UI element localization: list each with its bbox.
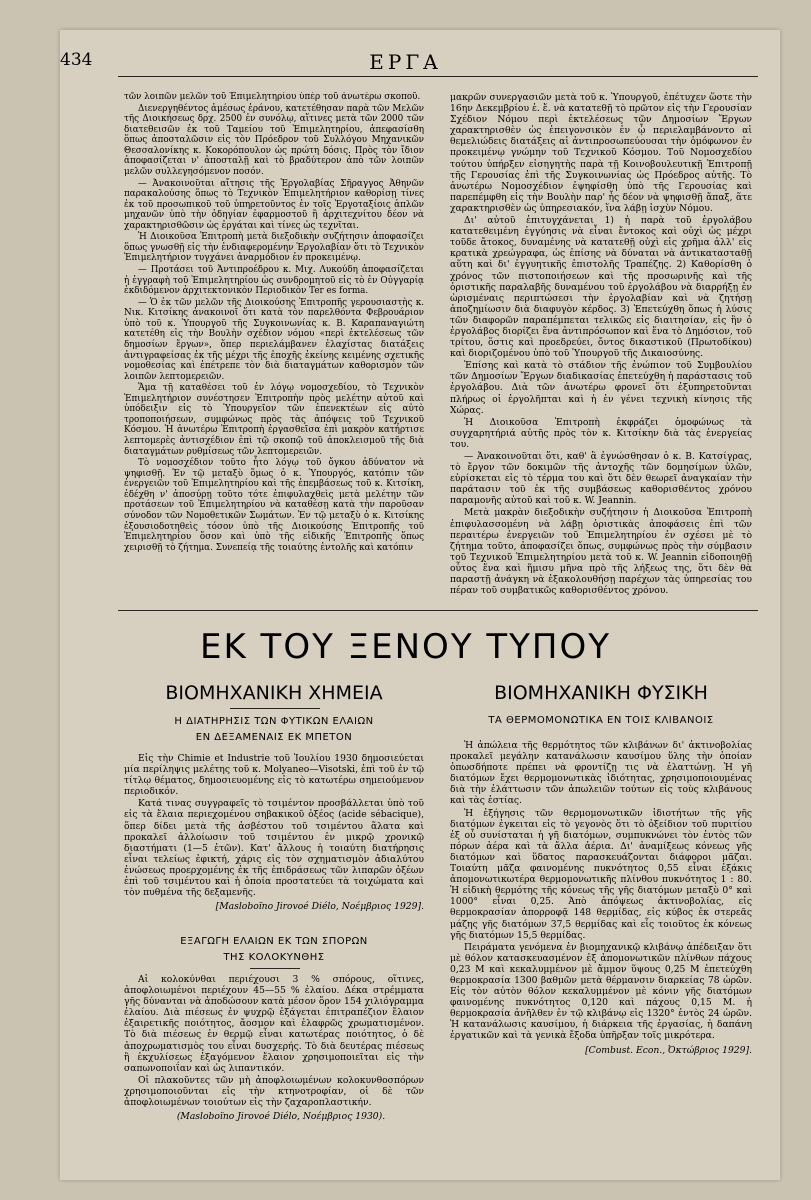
article1-body [124,753,424,928]
running-title: ΕΡΓΑ [369,50,442,74]
paragraph: Ἡ Διοικοῦσα Ἐπιτροπὴ μετὰ διεξοδικὴν συζήτησιν ἀποφασίζει ὅπως γνωσθῇ εἰς τὴν ἐνδιαφερομένην Ἐργολαβίαν ὅτι τὸ Τεχνικὸν Ἐπιμελητήριον τυγχάνει ἀναρμόδιον ἐν προκειμένῳ. [124,232,424,264]
source-citation: (Masloboïno Jirovoé Diélo, Νοέμβριος 1930). [176,1111,386,1123]
article2-heading-line2: ΤΗΣ ΚΟΛΟΚΥΝΘΗΣ [223,952,325,963]
paragraph: τῶν λοιπῶν μελῶν τοῦ Ἐπιμελητηρίου ὑπὲρ τοῦ ἀνωτέρω σκοποῦ. [124,92,421,102]
paragraph: Αἱ κολοκύνθαι περιέχουσι 3 % σπόρους, οἵτινες, ἀποφλοιωμένοι περιέχουν 45—55 % ἐλαίου. Δέκα στρέμματα γῆς δύνανται νὰ ἀποδώσουν κατὰ μέσον ὅρον 154 χιλιόγραμμα ἐλαίου. Διὰ πιέσεως ἐν ψυχρῷ ἐξάγεται ἐπιτραπέζιον ἔλαιον ἐξαιρετικῆς ποιότητος, ἄοσμον καὶ ἐλαφρῶς χρωματισμένον. Τὸ διὰ πιέσεως ἐν θερμῷ εἶναι κατωτέρας ποιότητος, ὁ δὲ ἀποχρωματισμὸς του εἶναι δυσχερής. Τὸ διὰ δευτέρας πιέσεως ἢ ἐκχυλίσεως ἐξαγόμενον ἔλαιον χρησιμοποιεῖται εἰς τὴν σαπωνοποιΐαν καὶ ὡς λιπαντικόν. [124,974,424,1074]
source-citation: [Combust. Econ., Ὀκτώβριος 1929]. [585,1044,752,1056]
right-article-body [450,740,752,1164]
upper-left-column [124,92,424,604]
main-title: ΕΚ ΤΟΥ ΞΕΝΟΥ ΤΥΠΟΥ [199,627,612,667]
paragraph: Ἡ ἐξήγησις τῶν θερμομονωτικῶν ἰδιοτήτων τῆς γῆς διατόμων ἐγκειται εἰς τὸ γεγονὸς ὅτι τὸ ὀξείδιον τοῦ πυριτίου ἐξ οὗ συνίσταται ἡ γῆ διατόμων, συμπυκνώνει τὸν ἐντὸς τῶν πόρων ἀέρα καὶ τὰ ἄλλα ἀέρια. Δι' ἀναμίξεως κόνεως γῆς διατόμων καὶ ὕδατος παρασκευάζονται διάφοροι μᾶζαι. Τοιαύτη μᾶζα φαινομένης πυκνότητος 0,55 εἶναι ἐξάκις ἀπομονωτικωτέρα θερμομονωτικῆς πλίνθου πυκνότητος 1 : 80. Ἡ εἰδικὴ θερμότης τῆς κόνεως τῆς γῆς διατόμων μεταξὺ 0° καὶ 1000° εἶναι 0,25. Ἀπὸ ἀπόψεως ἀκτινοβολίας, εἰς θερμοκρασίαν ἀπορροφᾷ 148 θερμίδας, εἰς κύβος ἐκ στερεᾶς μάζης γῆς διατόμων 37,5 θερμίδας καὶ εἷς τοιοῦτος ἐκ κόνεως γῆς διατόμων 15,5 θερμίδας. [450,807,752,941]
paragraph: Ἐπίσης καὶ κατὰ τὸ στάδιον τῆς ἐνώπιον τοῦ Συμβουλίου τῶν Δημοσίων Ἔργων διαδικασίας ἐπετεύχθη ἡ παράστασις τοῦ ἐργολάβου. Διὰ τῶν ἀνωτέρω φρονεῖ ὅτι ἐξυπηρετοῦνται πλήρως οἱ ἐργολῆπται καὶ ἡ ἐν γένει τεχνικὴ κίνησις τῆς Χώρας. [450,360,752,416]
article2-heading-line1: ΕΞΑΓΩΓΗ ΕΛΑΙΩΝ ΕΚ ΤΩΝ ΣΠΟΡΩΝ [180,936,368,947]
paragraph: Ἡ ἀπώλεια τῆς θερμότητος τῶν κλιβάνων δι' ἀκτινοβολίας προκαλεῖ μεγάλην κατανάλωσιν καυσίμου ὕλης τὴν ὁποίαν ὁπωσδήποτε πρέπει νὰ φροντίζῃ τις νὰ ἐλαττώνῃ. Ἡ γῆ διατόμων ἔχει θερμομονωτικὰς ἰδιότητας, χρησιμοποιουμένας διὰ τὴν ἐλάττωσιν τῶν ἀπωλειῶν τούτων εἰς τοὺς κλιβάνους καὶ τὰς ἑστίας. [450,740,752,807]
right-section-title: ΒΙΟΜΗΧΑΝΙΚΗ ΦΥΣΙΚΗ [494,682,708,704]
upper-right-column [450,92,752,604]
paragraph: Τὸ νομοσχέδιον τοῦτο ἦτο λόγῳ τοῦ ὄγκου ἀδύνατον νὰ ψηφισθῇ. Ἐν τῷ μεταξὺ ὅμως ὁ κ. Ὑπουργός, κατόπιν τῶν ἐνεργειῶν τοῦ Ἐπιμελητηρίου καὶ τῆς ἐπεμβάσεως τοῦ κ. Κιτσίκη, ἐδέχθη ν' ἀποσύρῃ τοῦτο τότε ἐπιφυλαχθεὶς μετὰ μελέτην τῶν προτάσεων τοῦ Ἐπιμελητηρίου νὰ καταθέσῃ κατὰ τὴν παροῦσαν σύνοδον τῶν Νομοθετικῶν Σωμάτων. Ἐν τῷ μεταξὺ ὁ κ. Κιτσίκης ἐξουσιοδοτηθεὶς τόσον ὑπὸ τῆς Διοικούσης Ἐπιτροπῆς τοῦ Ἐπιμελητηρίου ὅσον καὶ ὑπὸ τῆς εἰδικῆς Ἐπιτροπῆς ὅπως χειρισθῇ τὸ ζήτημα. Συνεπείᾳ τῆς τοιαύτης ἐντολῆς καὶ κατόπιν [124,458,424,553]
article2-rule [250,968,300,969]
article1-heading-line1: Η ΔΙΑΤΗΡΗΣΙΣ ΤΩΝ ΦΥΤΙΚΩΝ ΕΛΑΙΩΝ [174,716,374,727]
source-citation: [Masloboïno Jirovoé Diélo, Νοέμβριος 1929]. [215,901,424,913]
left-title-rule [230,708,320,709]
paragraph: Δι' αὐτοῦ ἐπιτυγχάνεται 1) ἡ παρὰ τοῦ ἐργολάβου κατατεθειμένη ἐγγύησις νὰ εἶναι ἔντοκος καὶ οὐχὶ ὡς μέχρι τοῦδε ἄτοκος, δυναμένης νὰ κατατεθῇ οὐχὶ εἰς χρῆμα ἀλλ' εἰς κρατικὰ χρεώγραφα, ὡς ἐπίσης νὰ δύναται νὰ ἀντικατασταθῇ αὕτη καὶ δι' ἐγγυητικῆς ἐπιστολῆς Τραπέζης. 2) Καθορίσθη ὁ χρόνος τῶν πιστοποιήσεων καὶ τῆς προσωρινῆς καὶ τῆς ὁριστικῆς παραλαβῆς δυναμένου τοῦ ἐργολάβου νὰ διαρρήξῃ ἐν ὡρισμέναις περιπτώσεσι τὴν ἐργολαβίαν καὶ νὰ ζητήσῃ ἀποζημίωσιν διὰ διαφυγὸν κέρδος. 3) Ἐπετεύχθη ὅπως ἡ λύσις τῶν διαφορῶν παραπέμπεται τελικῶς εἰς διαιτησίαν, εἰς ἣν ὁ ἐργολάβος διορίζει ἕνα ἀντιπρόσωπον καὶ ἕνα τὸ Δημόσιον, τοῦ τρίτου, ὅστις καὶ προεδρεύει, ὄντος δικαστικοῦ (Πρωτοδίκου) καὶ διοριζομένου ὑπὸ τοῦ Ὑπουργοῦ τῆς Δικαιοσύνης. [450,215,752,360]
paragraph: Εἰς τὴν Chimie et Industrie τοῦ Ἰουλίου 1930 δημοσιεύεται μία περίληψις μελέτης τοῦ κ. Molyaneo—Visotski, ἐπὶ τοῦ ἐν τῷ τίτλῳ θέματος, δημοσιευομένης εἰς τὸ κατωτέρω σημειούμενον περιοδικόν. [124,753,424,798]
paragraph: — Προτάσει τοῦ Ἀντιπροέδρου κ. Μιχ. Λυκούδη ἀποφασίζεται ἡ ἐγγραφὴ τοῦ Ἐπιμελητηρίου ὡς συνδρομητοῦ εἰς τὸ ἐν Οὐγγαρίᾳ ἐκδιδόμενον ἀρχιτεκτονικὸν Περιοδικὸν Ter es forma. [124,265,424,297]
paragraph: Μετὰ μακρὰν διεξοδικὴν συζήτησιν ἡ Διοικοῦσα Ἐπιτροπὴ ἐπιφυλασσομένη νὰ λάβῃ ὁριστικὰς ἀποφάσεις ἐπὶ τῶν περαιτέρω ἐνεργειῶν τοῦ Ἐπιμελητηρίου ἐν σχέσει μὲ τὸ ζήτημα τοῦτο, ἀποφασίζει ὅπως, συμφώνως πρὸς τὴν σύμβασιν τοῦ Τεχνικοῦ Ἐπιμελητηρίου μετὰ τοῦ κ. W. Jeannin εἰδοποιηθῇ οὗτος ἕνα καὶ ἥμισυ μῆνα πρὸ τῆς λήξεως της, ὅτι δὲν θὰ παραστῇ ἀνάγκη νὰ ἐξακολουθήσῃ παρέχων τὰς ὑπηρεσίας του πέραν τοῦ συμβατικῶς καθορισθέντος χρόνου. [450,507,752,597]
paragraph: Ἅμα τῇ καταθέσει τοῦ ἐν λόγῳ νομοσχεδίου, τὸ Τεχνικὸν Ἐπιμελητήριον συνέστησεν Ἐπιτροπὴν πρὸς μελέτην αὐτοῦ καὶ ὑπόδειξιν εἰς τὸ Ὑπουργεῖον τῶν ἐπενεκτέων εἰς αὐτὸ τροποποιήσεων, συμφώνως πρὸς τὰς ἀπόψεις τοῦ Τεχνικοῦ Κόσμου. Ἡ ἀνωτέρω Ἐπιτροπὴ ἐργασθεῖσα ἐπὶ μακρὸν κατήρτισε λεπτομερὲς ἀντισχέδιον ἐπὶ τῷ σκοπῷ τοῦ ἀποκλεισμοῦ τῆς διὰ διαταγμάτων ρυθμίσεως τῶν λεπτομερειῶν. [124,383,424,457]
article2-body [124,974,424,1164]
paragraph: Κατά τινας συγγραφεῖς τὸ τσιμέντον προσβάλλεται ὑπὸ τοῦ εἰς τὰ ἔλαια περιεχομένου σηβακικοῦ ὀξέος (acide sébacique), ὅπερ δίδει μετὰ τῆς ἀσβέστου τοῦ τσιμέντου ἅλατα καὶ προκαλεῖ ἀλλοίωσιν τοῦ τσιμέντου ἐν μικρῷ χρονικῷ διαστήματι (1—5 ἐτῶν). Κατ' ἄλλους ἡ τοιαύτη διατήρησις εἶναι τελείως ἐφικτή, χάρις εἰς τὸν σχηματισμὸν ἀδιαλύτου ἐνώσεως προερχομένης ἐκ τῆς ἐπιδράσεως τῶν λιπαρῶν ὀξέων ἐπὶ τοῦ τσιμέντου καὶ ἡ ὁποία προστατεύει τὰ τοιχώματα καὶ τὸν πυθμένα τῆς δεξαμενῆς. [124,798,424,899]
article2-heading [124,934,424,966]
paragraph: — Ὁ ἐκ τῶν μελῶν τῆς Διοικούσης Ἐπιτροπῆς γερουσιαστὴς κ. Νικ. Κιτσίκης ἀνακοινοῖ ὅτι κατὰ τὸν παρελθόντα Φεβρουάριον ὑπὸ τοῦ κ. Ὑπουργοῦ τῆς Συγκοινωνίας κ. Β. Καραπαναγιώτη κατετέθη εἰς τὴν Βουλὴν σχέδιον νόμου «περὶ ἐκτελέσεως τῶν δημοσίων ἔργων», ὅπερ περιελάμβανεν ἐλαχίστας διατάξεις ἀντιγραφείσας ἐκ τῆς μέχρι τῆς ἐποχῆς ἐκείνης κειμένης σχετικῆς νομοθεσίας καὶ ἐπέτρεπε τὸν διὰ διαταγμάτων καθορισμὸν τῶν λοιπῶν λεπτομερειῶν. [124,297,424,382]
paragraph: — Ἀνακοινοῦται ὅτι, καθ' ἃ ἐγνώσθησαν ὁ κ. Β. Κατσίγρας, τὸ ἔργον τῶν δοκιμῶν τῆς ἀντοχῆς τῶν δομησίμων ὑλῶν, εὑρίσκεται εἰς τὸ τέρμα του καὶ ὅτι δὲν θεωρεῖ ἀναγκαίαν τὴν παράτασιν τοῦ ἐκ τῆς συμβάσεως καθορισθέντος χρόνου παραμονῆς αὐτοῦ καὶ τοῦ κ. W. Jeannin. [450,451,752,507]
paragraph: Ἡ Διοικοῦσα Ἐπιτροπὴ ἐκφράζει ὁμοφώνως τὰ συγχαρητήριά αὐτῆς πρὸς τὸν κ. Κιτσίκην διὰ τὰς ἐνεργείας του. [450,416,752,450]
paragraph: Πειράματα γενόμενα ἐν βιομηχανικῷ κλιβάνῳ ἀπέδειξαν ὅτι μὲ θόλον κατασκευασμένον ἐξ ἀπομονωτικῶν πλίνθων πάχους 0,23 Μ καὶ κεκαλυμμένον μὲ ἄμμον ὕψους 0,25 Μ ἐπετεύχθη θερμοκρασία 1300 βαθμῶν μετὰ θέρμανσιν διαρκείας 78 ὡρῶν. Εἰς τὸν αὐτὸν θόλον κεκαλυμμένον μὲ κόνιν γῆς διατόμων φαινομένης πυκνότητος 0,120 καὶ πάχους 0,15 Μ. ἡ θερμοκρασία ἀνῆλθεν ἐν τῷ κλιβάνῳ εἰς 1320° ἐντὸς 24 ὡρῶν. Ἡ κατανάλωσις καυσίμου, ἡ διάρκεια τῆς ἐργασίας, ἡ δαπάνη ἐργατικῶν καὶ τὰ γενικὰ ἔξοδα ὑπῆρξαν τοῖς μικρότερα. [450,941,752,1042]
paragraph: μακρῶν συνεργασιῶν μετὰ τοῦ κ. Ὑπουργοῦ, ἐπέτυχεν ὥστε τὴν 16ην Δεκεμβρίου ἐ. ἔ. νὰ κατατεθῇ τὸ πρῶτον εἰς τὴν Γερουσίαν Σχέδιον Νόμου περὶ ἐκτελέσεως τῶν Δημοσίων Ἔργων χαρακτηρισθὲν ὡς ἐπειγονσικὸν ἐν ᾧ περιελαμβάνοντο αἱ θεμελιώδεις διατάξεις αἱ ἀντιπροσωπεύουσαι τὴν ὁμόφωνον ἐν προκειμένῳ γνώμην τοῦ Τεχνικοῦ Κόσμου. Τοῦ Νομοσχεδίου τούτου ὑπήρξεν εἰσηγητὴς παρὰ τῇ Κοινοβουλευτικῇ Ἐπιτροπῇ τῆς Γερουσίας ἐπὶ τῆς Συγκοινωνίας ὡς Πρόεδρος αὐτῆς. Τὸ ἀνωτέρω Νομοσχέδιον ἐψηφίσθη ὑπὸ τῆς Γερουσίας καὶ παρεπέμφθη εἰς τὴν Βουλὴν παρ' ἧς δέον νὰ ψηφισθῇ ἅπαξ, ἅτε χαρακτηρισθὲν ὡς ὑπηρεσιακόν, ἵνα λάβῃ ἰσχὺν Νόμου. [450,92,752,214]
article1-heading [124,714,424,746]
header-rule [118,76,758,77]
right-article-heading: ΤΑ ΘΕΡΜΟΜΟΝΩΤΙΚΑ ΕΝ ΤΟΙΣ ΚΛΙΒΑΝΟΙΣ [488,715,714,726]
paragraph: — Ἀνακοινοῦται αἴτησις τῆς Ἐργολαβίας Σῆραγγος Ἀθηνῶν παρακαλούσης ὅπως τὸ Τεχνικὸν Ἐπιμελητήριον καθορίσῃ τίνες ἐκ τοῦ προσωπικοῦ τοῦ ὑπηρετοῦντος ἐν τοῖς Ἐργοταξίοις ἁπλῶν μηχανῶν ὑπὸ τὴν ὁδηγίαν ἐφαρμοστοῦ ἢ ἀρχιτεχνίτου δέον νὰ χαρακτηρισθῶσιν ὡς ἐργάται καὶ τίνες ὡς τεχνῖται. [124,178,424,231]
article1-heading-line2: ΕΝ ΔΕΞΑΜΕΝΑΙΣ ΕΚ ΜΠΕΤΟΝ [195,732,353,743]
section-divider [118,610,758,611]
paragraph: Διενεργηθέντος ἀμέσως ἐράνου, κατετέθησαν παρὰ τῶν Μελῶν τῆς Διοικήσεως δρχ. 2500 ἐν συνόλῳ, αἵτινες μετὰ τῶν 2000 τῶν διατεθεισῶν ἐκ τοῦ Ταμείου τοῦ Ἐπιμελητηρίου, ἀπεφασίσθη ὅπως ἀποσταλῶσιν εἰς τὸν Πρόεδρον τοῦ Συλλόγου Μηχανικῶν Θεσσαλονίκης κ. Κοκορόπουλον ὡς πρώτη δόσις. Πρὸς τὸν ἴδιον ἀποφασίζεται ν' ἀποσταλῇ καὶ τὸ βραδύτερον ἀπὸ τῶν λοιπῶν μελῶν συλλεγησόμενον ποσόν. [124,103,424,177]
page-number: 434 [60,50,93,70]
paragraph: Οἱ πλακοῦντες τῶν μὴ ἀποφλοιωμένων κολοκυνθοσπόρων χρησιμοποιοῦνται εἰς τὴν κτηνοτροφίαν, οἱ δὲ τῶν ἀποφλοιωμένων τοιούτων εἰς τὴν ζαχαροπλαστικήν. [124,1074,424,1109]
left-section-title: ΒΙΟΜΗΧΑΝΙΚΗ ΧΗΜΕΙΑ [165,682,383,704]
